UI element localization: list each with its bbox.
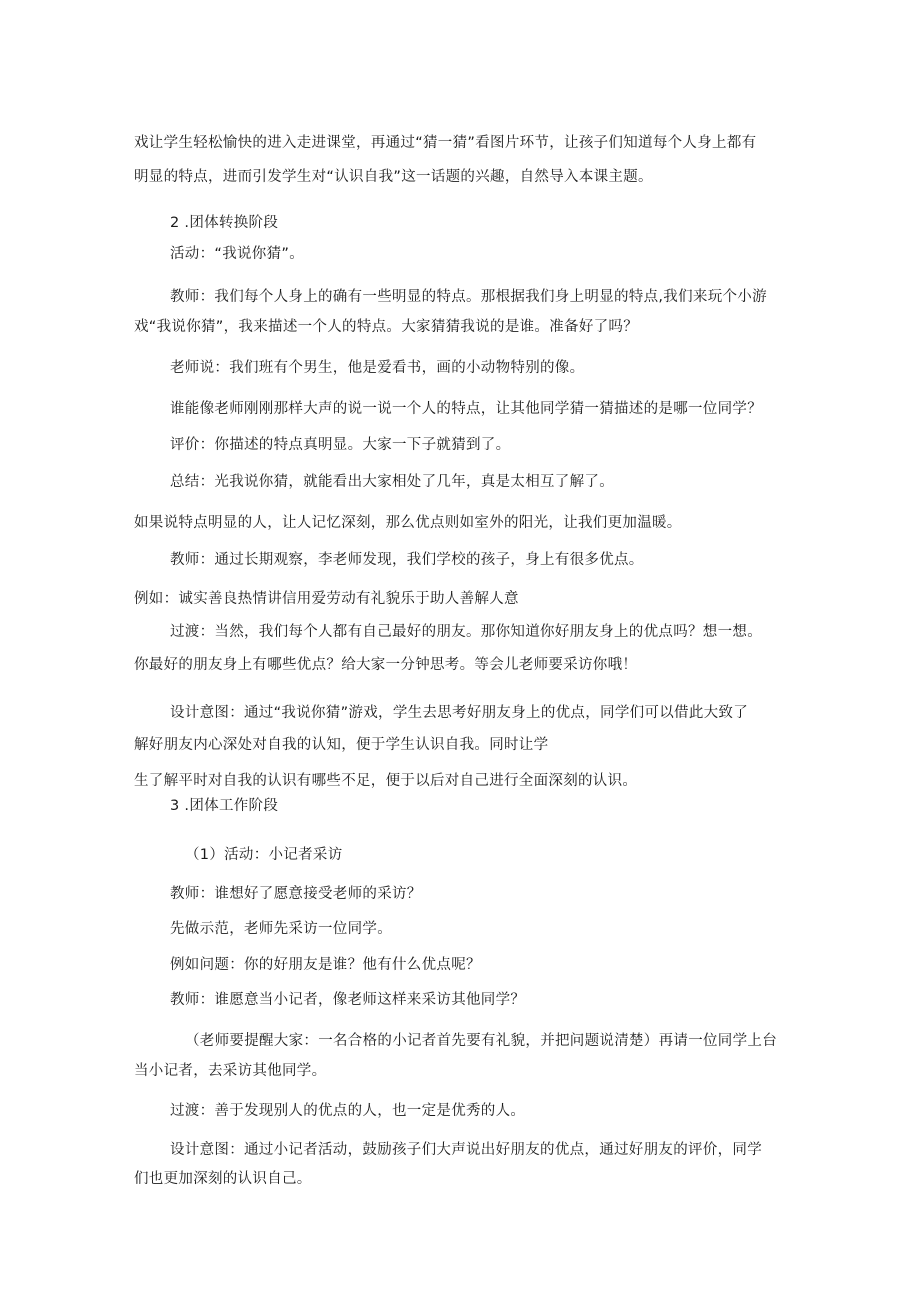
paragraph-line: 们也更加深刻的认识自己。 bbox=[134, 1171, 312, 1187]
paragraph-line: 先做示范，老师先采访一位同学。 bbox=[170, 921, 392, 937]
paragraph-line: 教师：谁想好了愿意接受老师的采访？ bbox=[170, 886, 422, 902]
paragraph-line: 例如：诚实善良热情讲信用爱劳动有礼貌乐于助人善解人意 bbox=[134, 591, 519, 607]
paragraph-line: 设计意图：通过“我说你猜”游戏，学生去思考好朋友身上的优点，同学们可以借此大致了 bbox=[170, 705, 749, 721]
paragraph-line: 如果说特点明显的人，让人记忆深刻，那么优点则如室外的阳光，让我们更加温暖。 bbox=[134, 515, 682, 531]
paragraph-line: 教师：谁愿意当小记者，像老师这样来采访其他同学？ bbox=[170, 992, 526, 1008]
paragraph-line: 生了解平时对自我的认识有哪些不足，便于以后对自己进行全面深刻的认识。 bbox=[134, 773, 638, 789]
paragraph-line: 戏让学生轻松愉快的进入走进课堂，再通过“猜一猜”看图片环节，让孩子们知道每个人身上都有 bbox=[134, 135, 757, 151]
section-heading: 3 .团体工作阶段 bbox=[170, 798, 279, 814]
paragraph-line: 谁能像老师刚刚那样大声的说一说一个人的特点，让其他同学猜一猜描述的是哪一位同学？ bbox=[170, 401, 762, 417]
paragraph-line: 明显的特点，进而引发学生对“认识自我”这一话题的兴趣，自然导入本课主题。 bbox=[134, 169, 653, 185]
paragraph-line: 过渡：善于发现别人的优点的人，也一定是优秀的人。 bbox=[170, 1103, 526, 1119]
paragraph-line: 过渡：当然，我们每个人都有自己最好的朋友。那你知道你好朋友身上的优点吗？想一想。 bbox=[170, 624, 762, 640]
section-heading: 2 .团体转换阶段 bbox=[170, 215, 279, 231]
paragraph-line: 设计意图：通过小记者活动，鼓励孩子们大声说出好朋友的优点，通过好朋友的评价，同学 bbox=[170, 1142, 762, 1158]
paragraph-line: 例如问题：你的好朋友是谁？他有什么优点呢？ bbox=[170, 957, 481, 973]
paragraph-line: （老师要提醒大家：一名合格的小记者首先要有礼貌，并把问题说清楚）再请一位同学上台 bbox=[185, 1033, 777, 1049]
paragraph-line: 总结：光我说你猜，就能看出大家相处了几年，真是太相互了解了。 bbox=[170, 474, 614, 490]
paragraph-line: 解好朋友内心深处对自我的认知，便于学生认识自我。同时让学 bbox=[134, 737, 549, 753]
paragraph-line: 教师：通过长期观察，李老师发现，我们学校的孩子，身上有很多优点。 bbox=[170, 552, 644, 568]
paragraph-line: 教师：我们每个人身上的确有一些明显的特点。那根据我们身上明显的特点,我们来玩个小游 bbox=[170, 289, 767, 305]
paragraph-line: 老师说：我们班有个男生，他是爱看书，画的小动物特别的像。 bbox=[170, 360, 585, 376]
paragraph-line: 戏“我说你猜”，我来描述一个人的特点。大家猜猜我说的是谁。准备好了吗？ bbox=[134, 319, 639, 335]
paragraph-line: 当小记者，去采访其他同学。 bbox=[134, 1063, 327, 1079]
paragraph-line: 活动：“我说你猜”。 bbox=[170, 246, 305, 262]
subsection-heading: （1）活动：小记者采访 bbox=[185, 847, 343, 863]
paragraph-line: 评价：你描述的特点真明显。大家一下子就猜到了。 bbox=[170, 437, 511, 453]
paragraph-line: 你最好的朋友身上有哪些优点？给大家一分钟思考。等会儿老师要采访你哦！ bbox=[134, 657, 638, 673]
